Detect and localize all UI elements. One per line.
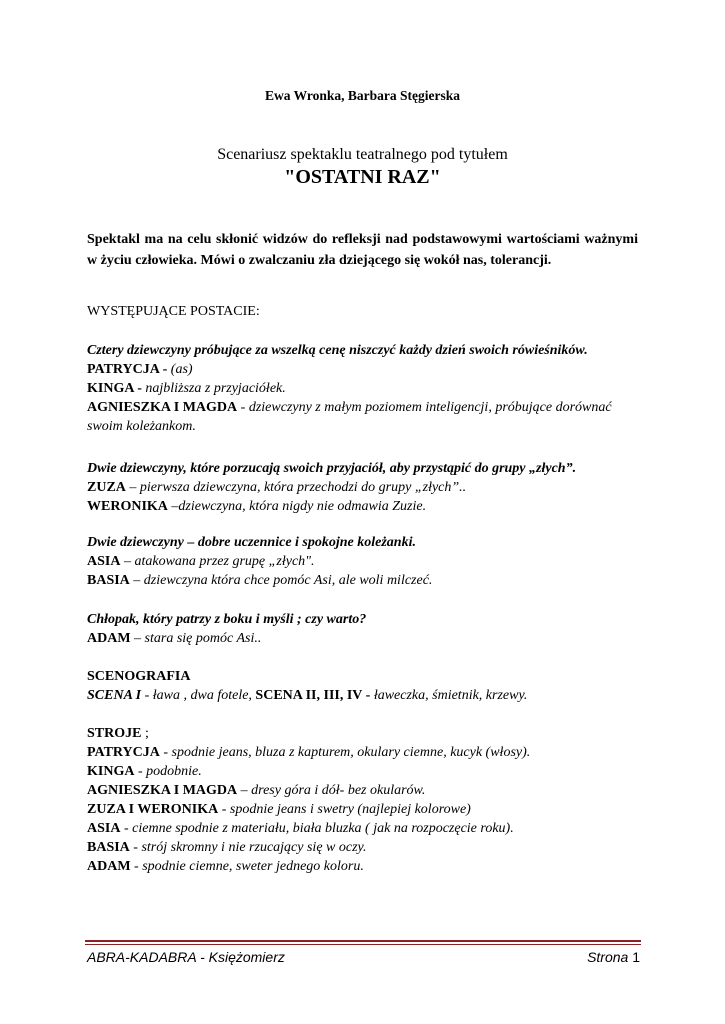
character-description: stara się pomóc Asi..	[144, 631, 262, 646]
character-name: WERONIKA	[87, 499, 168, 514]
separator: –	[167, 499, 179, 514]
character-group-4	[87, 610, 647, 648]
play-title: "OSTATNI RAZ"	[284, 166, 441, 188]
footer-text: ABRA-KADABRA - Księżomierz	[87, 949, 285, 965]
costume-line	[87, 781, 647, 800]
character-name: ZUZA	[87, 480, 126, 495]
costume-description: spodnie jeans i swetry (najlepiej kolorowe)	[229, 802, 471, 817]
scene-label: SCENA I	[87, 688, 142, 703]
separator: –	[120, 554, 135, 569]
costume-line	[87, 838, 647, 857]
separator: –	[125, 480, 140, 495]
costume-description: podobnie.	[146, 764, 202, 779]
group-heading: Chłopak, który patrzy z boku i myśli ; czy warto?	[87, 612, 367, 627]
character-name: KINGA	[87, 381, 134, 396]
characters-heading	[87, 304, 260, 320]
costume-line	[87, 743, 647, 762]
footer-rule	[85, 940, 641, 942]
scene-description: ławeczka, śmietnik, krzewy.	[370, 688, 528, 703]
characters-heading-colon: :	[255, 304, 260, 319]
scenography-line	[87, 686, 647, 705]
subtitle: Scenariusz spektaklu teatralnego pod tytułem	[217, 146, 508, 163]
footer-rule	[85, 944, 641, 945]
separator: -	[129, 840, 142, 855]
character-name: BASIA	[87, 573, 130, 588]
page-number-value: 1	[632, 949, 640, 965]
character-name: PATRYCJA	[87, 362, 160, 377]
character-name: ADAM	[87, 859, 131, 874]
character-group-2	[87, 459, 647, 516]
character-name: AGNIESZKA I MAGDA	[87, 400, 238, 415]
costumes-heading-suffix: ;	[141, 726, 149, 741]
character-name: BASIA	[87, 840, 130, 855]
character-description: atakowana przez grupę „złych".	[134, 554, 315, 569]
costume-line	[87, 800, 647, 819]
character-line	[87, 360, 647, 379]
separator: -	[134, 764, 147, 779]
scenography-heading: SCENOGRAFIA	[87, 669, 191, 684]
costume-line	[87, 762, 647, 781]
costume-description: ciemne spodnie z materiału, biała bluzka ( jak na rozpoczęcie roku).	[132, 821, 514, 836]
characters-heading-text: WYSTĘPUJĄCE POSTACIE	[87, 304, 256, 319]
character-name: ASIA	[87, 554, 121, 569]
costume-line	[87, 819, 647, 838]
character-name: PATRYCJA	[87, 745, 160, 760]
costume-description: spodnie jeans, bluza z kapturem, okulary ciemne, kucyk (włosy).	[171, 745, 531, 760]
separator: -	[159, 362, 171, 377]
costumes-section	[87, 724, 647, 876]
authors: Ewa Wronka, Barbara Stęgierska	[264, 88, 461, 103]
separator: –	[129, 573, 144, 588]
character-name: KINGA	[87, 764, 135, 779]
scenography-section	[87, 667, 647, 705]
character-group-1	[87, 341, 647, 436]
character-line	[87, 629, 647, 648]
costume-line	[87, 857, 647, 876]
page-label: Strona	[587, 949, 629, 965]
character-description: pierwsza dziewczyna, która przechodzi do grupy „złych”..	[139, 480, 467, 495]
intro-paragraph: Spektakl ma na celu skłonić widzów do refleksji nad podstawowymi wartościami ważnymi w życiu człowieka. Mówi o zwalczaniu zła dziejącego się wokół nas, tolerancji.	[87, 232, 638, 268]
character-line	[87, 552, 647, 571]
separator: -	[130, 859, 143, 874]
character-description: dziewczyna, która nigdy nie odmawia Zuzie.	[178, 499, 427, 514]
character-description: (as)	[170, 362, 193, 377]
separator: -	[133, 381, 146, 396]
costume-description: spodnie ciemne, sweter jednego koloru.	[142, 859, 364, 874]
costume-description: dresy góra i dół- bez okularów.	[251, 783, 426, 798]
character-group-3	[87, 533, 647, 590]
costumes-heading	[87, 724, 647, 743]
group-heading: Dwie dziewczyny – dobre uczennice i spokojne koleżanki.	[87, 535, 416, 550]
scene-description: - ława , dwa fotele,	[141, 688, 256, 703]
group-heading: Cztery dziewczyny próbujące za wszelką cenę niszczyć każdy dzień swoich rówieśników.	[87, 343, 588, 358]
separator: -	[120, 821, 133, 836]
character-name: ADAM	[87, 631, 131, 646]
character-line	[87, 379, 647, 398]
character-name: AGNIESZKA I MAGDA	[87, 783, 238, 798]
character-line	[87, 478, 647, 497]
character-line	[87, 497, 647, 516]
group-heading: Dwie dziewczyny, które porzucają swoich przyjaciół, aby przystąpić do grupy „złych”.	[87, 461, 577, 476]
separator: -	[218, 802, 230, 817]
separator: -	[159, 745, 172, 760]
character-description: dziewczyna która chce pomóc Asi, ale woli milczeć.	[143, 573, 433, 588]
character-line	[87, 571, 647, 590]
separator: –	[237, 783, 252, 798]
costume-description: strój skromny i nie rzucający się w oczy.	[141, 840, 367, 855]
separator: -	[237, 400, 249, 415]
page-number	[587, 949, 640, 965]
character-line	[87, 398, 647, 436]
character-name: ZUZA I WERONIKA	[87, 802, 219, 817]
character-description: najbliższa z przyjaciółek.	[145, 381, 286, 396]
costumes-heading-text: STROJE	[87, 726, 142, 741]
separator: –	[130, 631, 145, 646]
character-name: ASIA	[87, 821, 121, 836]
character-description: dziewczyny z małym poziomem inteligencji, próbujące dorównać swoim koleżankom.	[87, 400, 612, 434]
scene-label: SCENA II, III, IV -	[255, 688, 371, 703]
